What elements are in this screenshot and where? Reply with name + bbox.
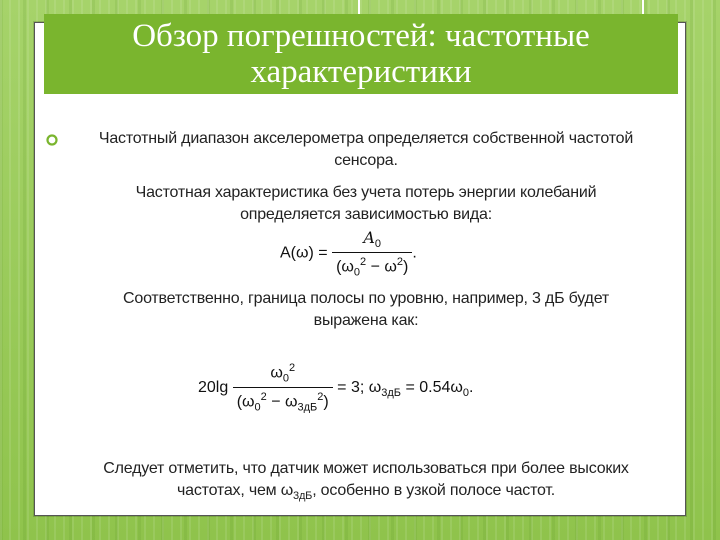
formula-2-denominator: $(\omega_0^2 - \omega_{3дБ}^2)$ — [233, 387, 333, 414]
paragraph-2-line-1: Частотная характеристика без учета потерь энергии колебаний — [135, 184, 597, 201]
paragraph-1-line-2: сенсора. — [334, 152, 398, 169]
formula-2-numerator: $\omega_0^2$ — [270, 362, 296, 385]
paragraph-1-line-1: Частотный диапазон акселерометра определяется собственной частотой — [98, 130, 634, 147]
paragraph-3 — [56, 288, 676, 332]
slide-title — [44, 18, 678, 90]
paragraph-4-line-2a: частотах, чем — [176, 482, 281, 499]
formula-frequency-response — [280, 228, 417, 279]
formula-1-fraction — [332, 228, 412, 279]
paragraph-2-line-2: определяется зависимостью вида: — [240, 206, 492, 223]
formula-1-tail: . — [412, 244, 417, 262]
paragraph-4-line-2b: , особенно в узкой полосе частот. — [312, 482, 555, 499]
paragraph-1 — [56, 128, 676, 172]
formula-2-eq1: = 3; — [332, 378, 369, 396]
title-line-1: Обзор погрешностей: частотные — [132, 18, 590, 54]
title-bar — [44, 14, 678, 96]
formula-1-numerator: $A_0$ — [363, 228, 382, 251]
formula-2-fraction — [233, 362, 333, 413]
paragraph-4 — [56, 458, 676, 507]
formula-2-eq2: = 0.54 — [401, 378, 451, 396]
formula-3db-bound: 20lg $\frac{\omega_0^2}{(\omega_0^2 - \omega_{3дБ}^2)}$ = 3; $\omega_{3дБ} = 0.54\omega_0$. — [198, 362, 474, 414]
paragraph-4-line-1: Следует отметить, что датчик может использоваться при более высоких — [103, 460, 629, 477]
title-line-2: характеристики — [250, 54, 472, 90]
formula-2-prefix: 20lg — [198, 378, 229, 396]
paragraph-3-line-1: Соответственно, граница полосы по уровню, например, 3 дБ будет — [123, 290, 609, 307]
formula-1-denominator: $(\omega_0^2 - \omega^2)$ — [332, 252, 412, 279]
paragraph-3-line-2: выражена как: — [313, 312, 419, 329]
paragraph-2 — [56, 182, 676, 226]
decorative-frame — [358, 0, 644, 14]
formula-1-lhs: A(ω) = — [280, 244, 328, 262]
inline-omega: $\omega_{3дБ}$ — [280, 482, 313, 503]
